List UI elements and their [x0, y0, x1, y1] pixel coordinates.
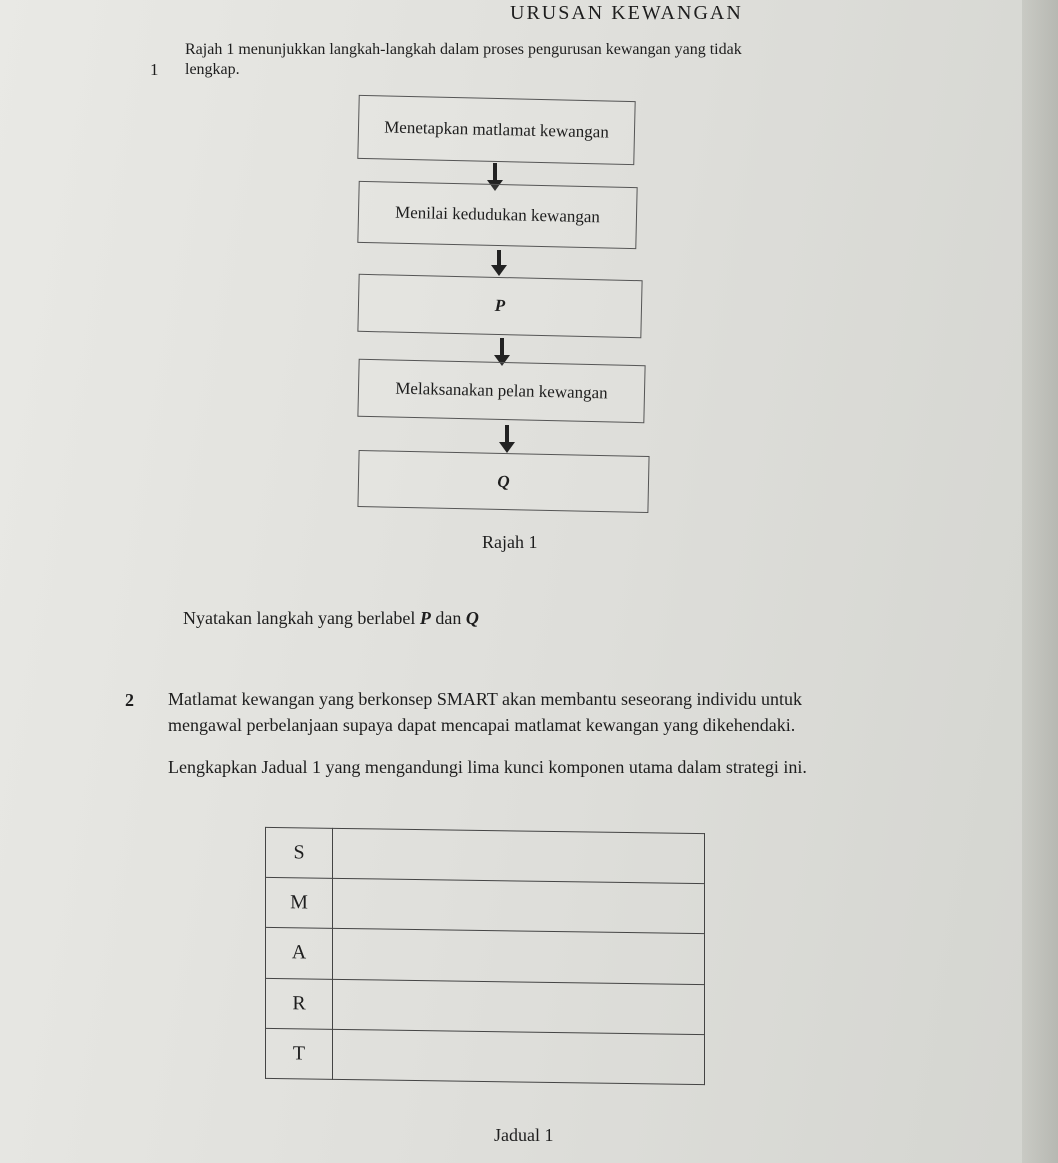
- flow-arrow-3: [500, 338, 504, 356]
- question-2-instruction: Lengkapkan Jadual 1 yang mengandungi lima kunci komponen utama dalam strategi ini.: [168, 757, 807, 777]
- section-header: URUSAN KEWANGAN: [510, 2, 743, 24]
- question-1-prompt: [183, 605, 479, 631]
- flow-step-2-label: Menilai kedudukan kewangan: [394, 202, 601, 227]
- smart-answer-cell[interactable]: [333, 979, 705, 1034]
- smart-answer-cell[interactable]: [333, 879, 705, 934]
- flow-step-p: [357, 274, 642, 338]
- smart-letter-a: A: [266, 928, 333, 979]
- question-2-line2: mengawal perbelanjaan supaya dapat mencapai matlamat kewangan yang dikehendaki.: [168, 715, 796, 735]
- table-row: [266, 978, 705, 1034]
- question-1-prompt-mid: dan: [430, 608, 466, 628]
- flow-step-2: [357, 181, 637, 249]
- flow-step-q: [357, 450, 649, 513]
- flow-arrow-1: [493, 163, 497, 181]
- question-1-prompt-prefix: Nyatakan langkah yang berlabel: [183, 608, 420, 628]
- smart-table: [265, 827, 705, 1085]
- question-1-intro-line1: Rajah 1 menunjukkan langkah-langkah dalam proses pengurusan kewangan yang tidak: [185, 41, 742, 58]
- flow-step-p-label: P: [494, 295, 506, 316]
- smart-letter-r: R: [266, 978, 333, 1029]
- label-q: Q: [465, 608, 479, 628]
- smart-letter-m: M: [266, 878, 333, 929]
- flow-arrow-4: [505, 425, 509, 443]
- smart-answer-cell[interactable]: [333, 929, 705, 984]
- smart-letter-s: S: [266, 827, 333, 878]
- question-2-number: 2: [125, 690, 134, 710]
- flow-step-4-label: Melaksanakan pelan kewangan: [395, 378, 608, 403]
- smart-letter-t: T: [266, 1028, 333, 1079]
- question-1-number: 1: [150, 60, 159, 79]
- flow-arrow-2: [497, 250, 501, 266]
- smart-answer-cell[interactable]: [333, 828, 705, 883]
- table-row: [266, 878, 705, 934]
- table-row: [266, 928, 705, 984]
- table-caption: Jadual 1: [494, 1125, 554, 1145]
- page-edge: [1022, 0, 1058, 1163]
- flow-step-q-label: Q: [497, 471, 510, 491]
- flow-step-1: [357, 95, 635, 165]
- question-2-line1: Matlamat kewangan yang berkonsep SMART akan membantu seseorang individu untuk: [168, 689, 802, 709]
- table-row: [266, 827, 705, 883]
- smart-answer-cell[interactable]: [333, 1029, 705, 1084]
- flow-step-4: [357, 359, 645, 423]
- flow-step-1-label: Menetapkan matlamat kewangan: [383, 117, 610, 142]
- label-p: P: [419, 608, 431, 628]
- figure-caption: Rajah 1: [482, 532, 538, 552]
- question-1-intro-line2: lengkap.: [185, 61, 240, 78]
- table-row: [266, 1028, 705, 1084]
